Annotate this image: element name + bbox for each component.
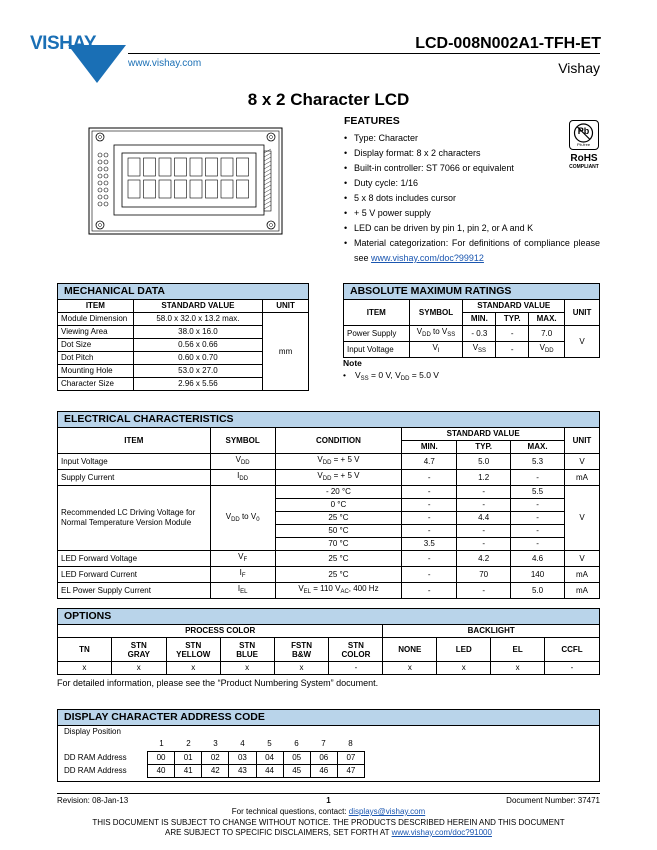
footer-disclaimer-2 xyxy=(0,828,657,837)
electrical-table xyxy=(57,427,600,599)
cond-sub: AC xyxy=(340,589,349,595)
cond-text: V xyxy=(317,455,323,464)
footer-questions xyxy=(0,807,657,816)
position-number: 3 xyxy=(213,739,218,748)
absmax-header-max: MAX. xyxy=(529,313,565,326)
elec-header-max: MAX. xyxy=(511,441,565,454)
elec-min: - xyxy=(402,525,457,538)
max-text: V xyxy=(539,343,545,352)
sym-text: to V xyxy=(239,511,257,521)
option-header-line: B&W xyxy=(291,649,312,659)
rohs-compliant: COMPLIANT xyxy=(569,164,599,170)
absmax-title: ABSOLUTE MAXIMUM RATINGS xyxy=(343,283,600,299)
position-number: 4 xyxy=(240,739,245,748)
compliance-link[interactable]: www.vishay.com/doc?99912 xyxy=(371,253,484,263)
elec-max: - xyxy=(511,525,565,538)
option-header-line: STN xyxy=(239,640,256,650)
elec-typ: - xyxy=(457,499,511,512)
sym-sub: EL xyxy=(240,589,248,595)
option-header-line: STN xyxy=(130,640,147,650)
email-link[interactable]: displays@vishay.com xyxy=(348,807,426,816)
option-header-line: COLOR xyxy=(341,649,371,659)
elec-header-typ: TYP. xyxy=(457,441,511,454)
ddram-cell: 04 xyxy=(256,752,283,765)
absmax-header-typ: TYP. xyxy=(496,313,529,326)
elec-symbol xyxy=(210,486,275,551)
elec-condition: 50 °C xyxy=(275,525,402,538)
lcd-module-drawing xyxy=(88,127,283,235)
mech-value: 53.0 x 27.0 xyxy=(133,365,262,378)
option-header: EL xyxy=(491,638,545,662)
elec-max: 4.6 xyxy=(511,551,565,567)
mech-header-value: STANDARD VALUE xyxy=(133,300,262,313)
sym-sub: SS xyxy=(447,332,456,338)
vishay-logo xyxy=(30,25,126,83)
elec-max: 5.3 xyxy=(511,454,565,470)
mech-unit: mm xyxy=(263,313,309,391)
header-url-link[interactable]: www.vishay.com xyxy=(128,58,202,69)
option-value: - xyxy=(329,662,383,675)
note-sub: SS xyxy=(360,376,369,382)
elec-condition: 70 °C xyxy=(275,538,402,551)
option-value: x xyxy=(491,662,545,675)
rohs-label: RoHS xyxy=(570,153,598,164)
feature-item: • Display format: 8 x 2 characters xyxy=(344,146,600,161)
elec-symbol xyxy=(210,454,275,470)
pb-free-icon xyxy=(569,120,599,150)
elec-max: - xyxy=(511,538,565,551)
option-header: CCFL xyxy=(545,638,600,662)
feature-item: • 5 x 8 dots includes cursor xyxy=(344,191,600,206)
cond-text: = 110 V xyxy=(311,584,341,593)
option-header-line: STN xyxy=(347,640,364,650)
feature-item: • Type: Character xyxy=(344,131,600,146)
options-group-backlight: BACKLIGHT xyxy=(383,625,600,638)
ddram-cell: 45 xyxy=(283,765,310,778)
elec-condition: - 20 °C xyxy=(275,486,402,499)
elec-max: 5.5 xyxy=(511,486,565,499)
option-header xyxy=(274,638,329,662)
elec-header-min: MIN. xyxy=(402,441,457,454)
cond-text: = + 5 V xyxy=(331,455,360,464)
sym-text: V xyxy=(416,327,423,336)
sym-text: I xyxy=(239,568,242,577)
option-value: x xyxy=(274,662,329,675)
disclaimer-text: ARE SUBJECT TO SPECIFIC DISCLAIMERS, SET FORTH AT xyxy=(165,828,392,837)
position-number: 7 xyxy=(321,739,326,748)
feature-item: • Duty cycle: 1/16 xyxy=(344,176,600,191)
questions-text: For technical questions, contact: xyxy=(231,807,349,816)
option-value: x xyxy=(437,662,491,675)
company-name: Vishay xyxy=(558,60,600,76)
absmax-note xyxy=(343,370,439,382)
option-value: x xyxy=(166,662,220,675)
mech-value: 58.0 x 32.0 x 13.2 max. xyxy=(133,313,262,326)
elec-typ: 4.4 xyxy=(457,512,511,525)
elec-symbol xyxy=(210,567,275,583)
mech-header-unit: UNIT xyxy=(263,300,309,313)
elec-header-symbol: SYMBOL xyxy=(210,428,275,454)
position-number: 8 xyxy=(348,739,353,748)
elec-min: 4.7 xyxy=(402,454,457,470)
option-header xyxy=(329,638,383,662)
ddram-cell: 06 xyxy=(310,752,337,765)
ddram-label: DD RAM Address xyxy=(64,753,127,762)
bullet: • xyxy=(343,370,346,380)
elec-condition: 25 °C xyxy=(275,512,402,525)
part-number: LCD-008N002A1-TFH-ET xyxy=(415,35,601,52)
option-header: LED xyxy=(437,638,491,662)
mech-item: Module Dimension xyxy=(58,313,134,326)
cond-sub: DD xyxy=(322,476,332,482)
position-number: 2 xyxy=(186,739,191,748)
absmax-table xyxy=(343,299,600,358)
ddram-cell: 42 xyxy=(202,765,229,778)
elec-min: - xyxy=(402,583,457,599)
sym-sub: DD xyxy=(231,516,240,523)
logo-text: VISHAY. xyxy=(30,33,99,54)
mech-value: 38.0 x 16.0 xyxy=(133,326,262,339)
feature-item-text: Material categorization: For definitions of compliance please see xyxy=(354,238,600,263)
elec-condition: 25 °C xyxy=(275,551,402,567)
mechanical-title: MECHANICAL DATA xyxy=(57,283,309,299)
ddram-cell: 00 xyxy=(148,752,175,765)
features-heading: FEATURES xyxy=(344,115,400,127)
note-sub: DD xyxy=(400,376,410,382)
ddram-cell: 01 xyxy=(175,752,202,765)
sym-sub: DD xyxy=(239,476,249,482)
cond-text: = + 5 V xyxy=(331,471,360,480)
elec-header-std: STANDARD VALUE xyxy=(402,428,565,441)
footer-document-number: Document Number: 37471 xyxy=(506,796,600,805)
elec-unit: V xyxy=(565,486,600,551)
option-header-line: YELLOW xyxy=(176,649,211,659)
address-title: DISPLAY CHARACTER ADDRESS CODE xyxy=(57,709,600,725)
elec-min: - xyxy=(402,567,457,583)
note-text: = 5.0 V xyxy=(409,370,439,380)
absmax-note-label: Note xyxy=(343,358,362,368)
mech-item: Dot Size xyxy=(58,339,134,352)
option-value: x xyxy=(111,662,166,675)
sym-text: V xyxy=(225,511,232,521)
elec-max: - xyxy=(511,499,565,512)
pb-free-text: Pb-free xyxy=(576,142,591,147)
absmax-typ: - xyxy=(496,326,529,342)
absmax-max xyxy=(529,342,565,358)
mech-value: 2.96 x 5.56 xyxy=(133,378,262,391)
ddram-cell: 47 xyxy=(337,765,364,778)
sym-sub: DD xyxy=(240,460,250,466)
sym-text: V xyxy=(238,552,244,561)
max-sub: DD xyxy=(544,348,554,354)
pb-text: Pb xyxy=(577,126,590,136)
elec-header-unit: UNIT xyxy=(565,428,600,454)
elec-item: LED Forward Current xyxy=(58,567,211,583)
absmax-unit: V xyxy=(565,326,600,358)
option-header xyxy=(111,638,166,662)
option-value: x xyxy=(383,662,437,675)
min-text: V xyxy=(472,343,479,352)
options-title: OPTIONS xyxy=(57,608,600,624)
absmax-header-item: ITEM xyxy=(344,300,410,326)
elec-max: 140 xyxy=(511,567,565,583)
elec-header-condition: CONDITION xyxy=(275,428,402,454)
elec-min: - xyxy=(402,486,457,499)
footer-page-number: 1 xyxy=(326,796,331,805)
elec-min: - xyxy=(402,470,457,486)
feature-item xyxy=(344,236,600,266)
elec-symbol xyxy=(210,470,275,486)
elec-typ: - xyxy=(457,538,511,551)
position-number: 1 xyxy=(159,739,164,748)
option-header-line: GRAY xyxy=(127,649,150,659)
elec-condition xyxy=(275,470,402,486)
mech-item: Character Size xyxy=(58,378,134,391)
option-header xyxy=(220,638,274,662)
elec-typ: - xyxy=(457,525,511,538)
page-title: 8 x 2 Character LCD xyxy=(247,90,410,109)
sym-sub: F xyxy=(243,557,248,563)
option-value: x xyxy=(220,662,274,675)
feature-item: • LED can be driven by pin 1, pin 2, or A and K xyxy=(344,221,600,236)
footer-revision: Revision: 08-Jan-13 xyxy=(57,796,129,805)
elec-typ: 1.2 xyxy=(457,470,511,486)
sym-text: V xyxy=(235,455,241,464)
elec-condition: 0 °C xyxy=(275,499,402,512)
position-number: 6 xyxy=(294,739,299,748)
ddram-cell: 46 xyxy=(310,765,337,778)
elec-unit: mA xyxy=(565,470,600,486)
feature-item: • Built-in controller: ST 7066 or equivalent xyxy=(344,161,600,176)
note-text: = 0 V, V xyxy=(368,370,401,380)
mech-item: Mounting Hole xyxy=(58,365,134,378)
options-note: For detailed information, please see the “Product Numbering System” document. xyxy=(57,678,379,688)
absmax-max: 7.0 xyxy=(529,326,565,342)
rohs-badge xyxy=(566,120,602,170)
min-sub: SS xyxy=(478,348,487,354)
elec-unit: V xyxy=(565,454,600,470)
elec-min: - xyxy=(402,512,457,525)
elec-min: 3.5 xyxy=(402,538,457,551)
ddram-cell: 40 xyxy=(148,765,175,778)
feature-item: • + 5 V power supply xyxy=(344,206,600,221)
absmax-symbol xyxy=(409,326,463,342)
disclaimer-link[interactable]: www.vishay.com/doc?91000 xyxy=(391,828,492,837)
elec-min: - xyxy=(402,499,457,512)
note-text: V xyxy=(355,370,361,380)
cond-text: V xyxy=(317,471,323,480)
elec-condition: 25 °C xyxy=(275,567,402,583)
ddram-cell: 05 xyxy=(283,752,310,765)
header-rule xyxy=(128,53,600,54)
elec-max: - xyxy=(511,512,565,525)
elec-unit: mA xyxy=(565,567,600,583)
ddram-cell: 44 xyxy=(256,765,283,778)
elec-unit: V xyxy=(565,551,600,567)
absmax-header-unit: UNIT xyxy=(565,300,600,326)
elec-item: Supply Current xyxy=(58,470,211,486)
absmax-item: Input Voltage xyxy=(344,342,410,358)
cond-sub: DD xyxy=(322,460,332,466)
elec-max: 5.0 xyxy=(511,583,565,599)
cond-sub: EL xyxy=(303,589,311,595)
elec-header-item: ITEM xyxy=(58,428,211,454)
sym-sub: F xyxy=(241,573,246,579)
elec-unit: mA xyxy=(565,583,600,599)
footer-rule xyxy=(57,793,600,794)
elec-typ: 4.2 xyxy=(457,551,511,567)
absmax-header-symbol: SYMBOL xyxy=(409,300,463,326)
option-header: TN xyxy=(58,638,112,662)
elec-typ: 70 xyxy=(457,567,511,583)
absmax-min: - 0.3 xyxy=(463,326,496,342)
mech-value: 0.56 x 0.66 xyxy=(133,339,262,352)
option-value: x xyxy=(58,662,112,675)
mech-item: Viewing Area xyxy=(58,326,134,339)
position-number: 5 xyxy=(267,739,272,748)
mech-value: 0.60 x 0.70 xyxy=(133,352,262,365)
elec-typ: 5.0 xyxy=(457,454,511,470)
elec-item: LED Forward Voltage xyxy=(58,551,211,567)
mech-item: Dot Pitch xyxy=(58,352,134,365)
option-header: NONE xyxy=(383,638,437,662)
option-header-line: STN xyxy=(185,640,202,650)
features-list xyxy=(344,131,600,266)
ddram-cell: 07 xyxy=(337,752,364,765)
elec-symbol xyxy=(210,551,275,567)
sym-sub: 0 xyxy=(256,516,260,523)
mechanical-table xyxy=(57,299,309,391)
ddram-cell: 03 xyxy=(229,752,256,765)
elec-condition xyxy=(275,583,402,599)
options-group-process: PROCESS COLOR xyxy=(58,625,383,638)
absmax-min xyxy=(463,342,496,358)
option-header xyxy=(166,638,220,662)
sym-text: to V xyxy=(430,327,448,336)
absmax-header-std: STANDARD VALUE xyxy=(463,300,565,313)
elec-typ: - xyxy=(457,583,511,599)
elec-min: - xyxy=(402,551,457,567)
position-row xyxy=(148,739,364,748)
address-box xyxy=(57,725,600,782)
sym-sub: I xyxy=(437,348,440,354)
options-table xyxy=(57,624,600,675)
footer-disclaimer-1: THIS DOCUMENT IS SUBJECT TO CHANGE WITHOUT NOTICE. THE PRODUCTS DESCRIBED HEREIN AND THIS DOCUMENT xyxy=(92,818,565,827)
elec-typ: - xyxy=(457,486,511,499)
display-position-label: Display Position xyxy=(64,727,121,736)
ddram-cell: 41 xyxy=(175,765,202,778)
absmax-symbol xyxy=(409,342,463,358)
sym-sub: DD xyxy=(422,332,431,338)
elec-item: EL Power Supply Current xyxy=(58,583,211,599)
absmax-item: Power Supply xyxy=(344,326,410,342)
cond-text: V xyxy=(298,584,304,593)
option-value: - xyxy=(545,662,600,675)
mech-header-item: ITEM xyxy=(58,300,134,313)
option-header-line: BLUE xyxy=(236,649,259,659)
elec-item: Recommended LC Driving Voltage for Normal Temperature Version Module xyxy=(58,486,211,551)
electrical-title: ELECTRICAL CHARACTERISTICS xyxy=(57,411,600,427)
absmax-header-min: MIN. xyxy=(463,313,496,326)
sym-text: I xyxy=(237,584,241,593)
absmax-typ: - xyxy=(496,342,529,358)
elec-max: - xyxy=(511,470,565,486)
elec-item: Input Voltage xyxy=(58,454,211,470)
elec-symbol xyxy=(210,583,275,599)
cond-text: , 400 Hz xyxy=(348,584,379,593)
elec-condition xyxy=(275,454,402,470)
ddram-table xyxy=(147,751,365,778)
sym-text: V xyxy=(432,343,438,352)
ddram-cell: 43 xyxy=(229,765,256,778)
ddram-cell: 02 xyxy=(202,752,229,765)
ddram-label: DD RAM Address xyxy=(64,766,127,775)
option-header-line: FSTN xyxy=(291,640,312,650)
sym-text: I xyxy=(237,471,240,480)
